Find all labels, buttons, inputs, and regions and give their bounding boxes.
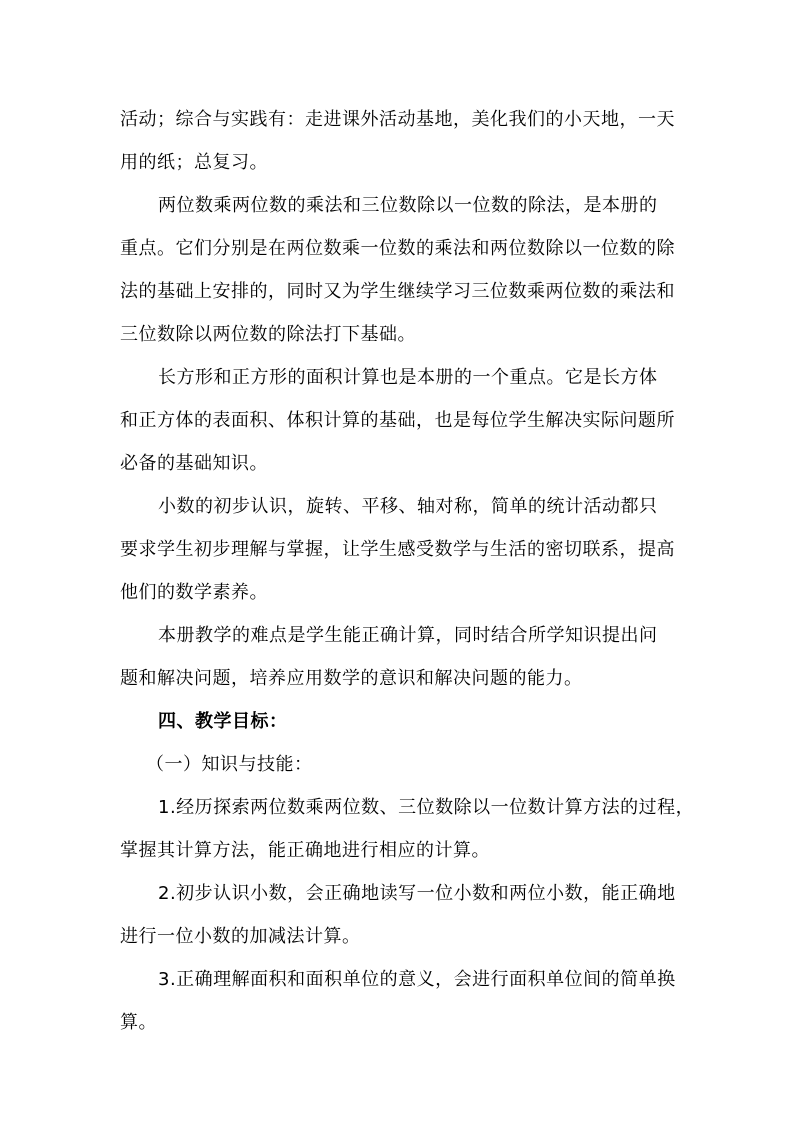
body-text-line: 重点。它们分别是在两位数乘一位数的乘法和两位数除以一位数的除 [120,238,675,259]
numbered-item-line: 1.经历探索两位数乘两位数、三位数除以一位数计算方法的过程， [158,797,695,818]
paragraph-start-line: 本册教学的难点是学生能正确计算，同时结合所学知识提出问 [158,625,658,646]
body-text-line: 他们的数学素养。 [120,582,268,603]
body-text-line: 进行一位小数的加减法计算。 [120,926,361,947]
body-text-line: 算。 [120,1012,157,1033]
body-text-line: 法的基础上安排的，同时又为学生继续学习三位数乘两位数的乘法和 [120,281,675,302]
body-text-line: 题和解决问题，培养应用数学的意识和解决问题的能力。 [120,668,583,689]
body-text-line: 活动；综合与实践有：走进课外活动基地，美化我们的小天地，一天 [120,109,675,130]
section-heading: 四、教学目标： [158,711,288,732]
body-text-line: 和正方体的表面积、体积计算的基础，也是每位学生解决实际问题所 [120,410,675,431]
body-text-line: 用的纸；总复习。 [120,152,268,173]
body-text-line: 三位数除以两位数的除法打下基础。 [120,324,416,345]
subsection-heading: （一）知识与技能： [146,754,313,775]
body-text-line: 掌握其计算方法，能正确地进行相应的计算。 [120,840,490,861]
paragraph-start-line: 小数的初步认识，旋转、平移、轴对称，简单的统计活动都只 [158,496,658,517]
body-text-line: 必备的基础知识。 [120,453,268,474]
paragraph-start-line: 两位数乘两位数的乘法和三位数除以一位数的除法，是本册的 [158,195,658,216]
numbered-item-line: 2.初步认识小数，会正确地读写一位小数和两位小数，能正确地 [158,883,676,904]
body-text-line: 要求学生初步理解与掌握，让学生感受数学与生活的密切联系，提高 [120,539,675,560]
paragraph-start-line: 长方形和正方形的面积计算也是本册的一个重点。它是长方体 [158,367,658,388]
numbered-item-line: 3.正确理解面积和面积单位的意义，会进行面积单位间的简单换 [158,969,676,990]
